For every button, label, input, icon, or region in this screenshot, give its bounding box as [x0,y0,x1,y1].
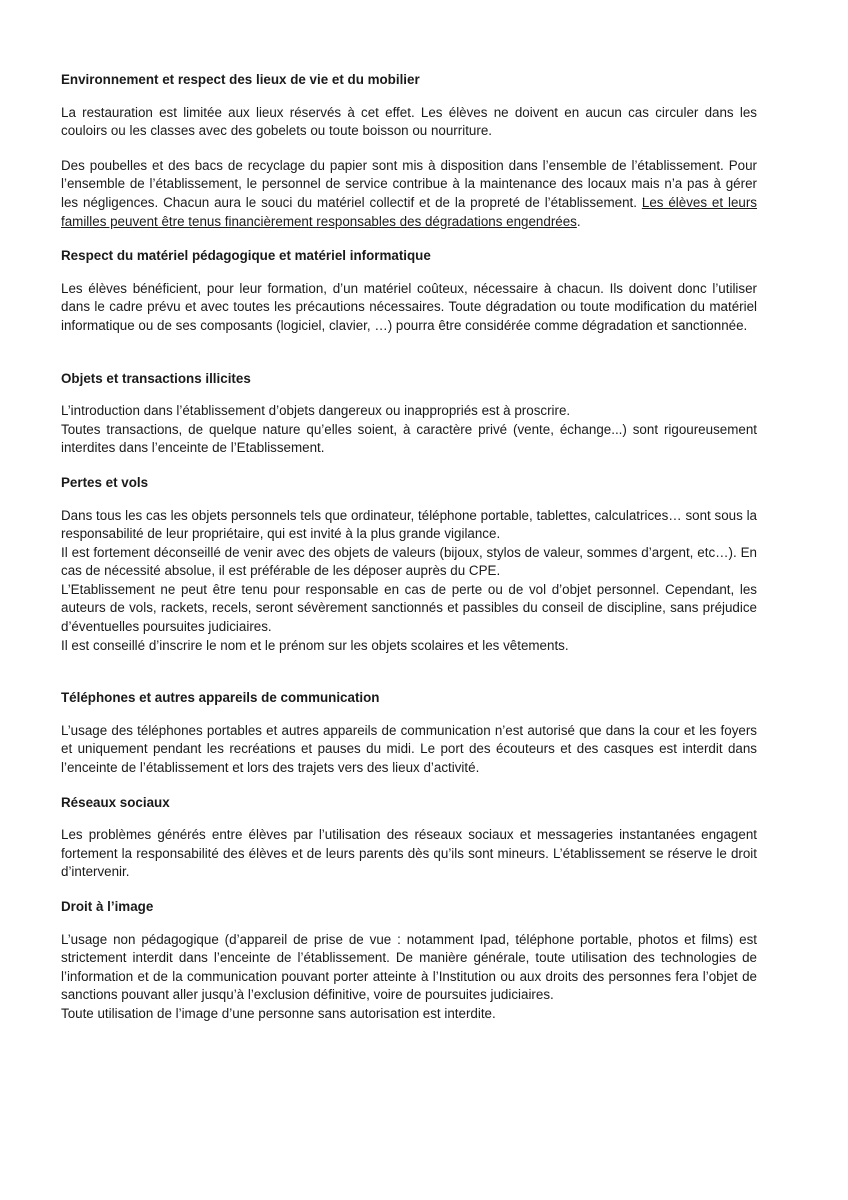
paragraph: L’usage non pédagogique (d’appareil de prise de vue : notamment Ipad, téléphone portable, photos et films) est strictement interdit dans l’enceinte de l’établissement. De manière générale, toute utilisation des technologies de l’information et de la communication pouvant porter atteinte à l’Institution ou aux droits des personnes fera l’objet de sanctions pouvant aller jusqu’à l’exclusion définitive, voire de poursuites judiciaires. [61,931,757,1003]
paragraph: Il est conseillé d’inscrire le nom et le prénom sur les objets scolaires et les vêtements. [61,637,569,653]
paragraph: L’usage des téléphones portables et autres appareils de communication n’est autorisé que dans la cour et les foyers et uniquement pendant les recréations et pauses du midi. Le port des écouteurs et des casques est interdit dans l’enceinte de l’établissement et lors des trajets vers des lieux d’activité. [61,722,757,776]
underlined-text: Les élèves et leurs familles peuvent être tenus financièrement responsables des dégradations engendrées [61,194,758,229]
text-run: . [576,213,581,229]
heading-telephones: Téléphones et autres appareils de communication [61,690,380,706]
document-body [61,71,757,1024]
heading-pertes: Pertes et vols [61,474,149,490]
heading-objets: Objets et transactions illicites [61,370,251,386]
paragraph: Dans tous les cas les objets personnels tels que ordinateur, téléphone portable, tablettes, calculatrices… sont sous la responsabilité de leur propriétaire, qui est invité à la plus grande vigilance. [61,507,757,542]
paragraph: La restauration est limitée aux lieux réservés à cet effet. Les élèves ne doivent en aucun cas circuler dans les couloirs ou les classes avec des gobelets ou toute boisson ou nourriture. [61,104,757,139]
paragraph: L’Etablissement ne peut être tenu pour responsable en cas de perte ou de vol d’objet personnel. Cependant, les auteurs de vols, rackets, recels, seront sévèrement sanctionnés et passibles du conseil de discipline, sans préjudice d’éventuelles poursuites judiciaires. [61,581,757,635]
heading-materiel: Respect du matériel pédagogique et matériel informatique [61,248,431,264]
paragraph [61,157,757,231]
paragraph: Il est fortement déconseillé de venir avec des objets de valeurs (bijoux, stylos de valeur, sommes d’argent, etc…). En cas de nécessité absolue, il est préférable de les déposer auprès du CPE. [61,544,757,579]
paragraph: Toutes transactions, de quelque nature qu’elles soient, à caractère privé (vente, échange...) sont rigoureusement interdites dans l’enceinte de l’Etablissement. [61,421,757,456]
paragraph: Les problèmes générés entre élèves par l’utilisation des réseaux sociaux et messageries instantanées engagent fortement la responsabilité des élèves et de leurs parents dès qu’ils sont mineurs. L’établissement se réserve le droit d’intervenir. [61,827,757,880]
heading-environnement: Environnement et respect des lieux de vie et du mobilier [61,72,420,87]
heading-droit-image: Droit à l’image [61,899,154,914]
paragraph: L’introduction dans l’établissement d’objets dangereux ou inappropriés est à proscrire. [61,403,571,419]
heading-reseaux: Réseaux sociaux [61,794,170,810]
paragraph: Toute utilisation de l’image d’une personne sans autorisation est interdite. [61,1005,496,1021]
text-run: Des poubelles et des bacs de recyclage du papier sont mis à disposition dans l’ensemble de l’établissement. Pour l’ensemble de l’établissement, le personnel de service contribue à la maintenance des locaux mais n’a pas à gérer les négligences. Chacun aura le souci du matériel collectif et de la propreté de l’établissement. [61,157,757,210]
paragraph: Les élèves bénéficient, pour leur formation, d’un matériel coûteux, nécessaire à chacun. Ils doivent donc l’utiliser dans le cadre prévu et avec toutes les précautions nécessaires. Toute dégradation ou toute modification du matériel informatique ou de ses composants (logiciel, clavier, …) pourra être considérée comme dégradation et sanctionnée. [61,280,757,333]
